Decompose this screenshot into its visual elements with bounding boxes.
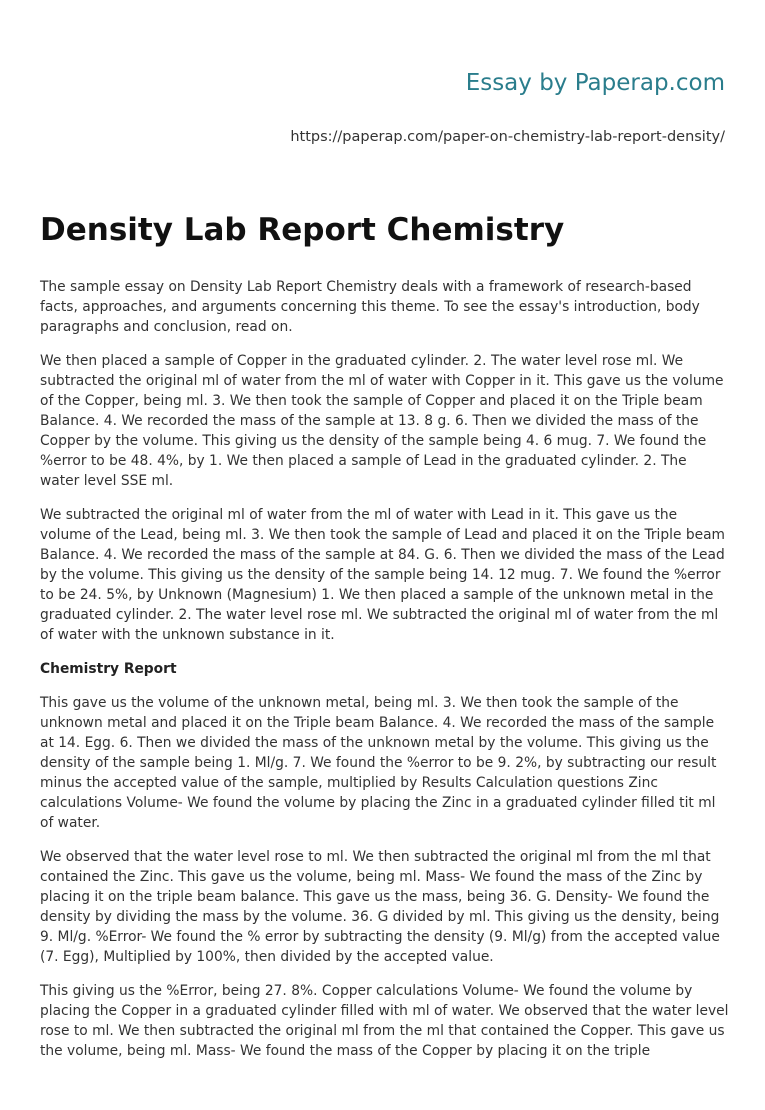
- body-paragraph: We observed that the water level rose to ml. We then subtracted the original ml from the ml that contained the Zinc. This gave us the volume, being ml. Mass- We found the mass of the Zinc by placing it on the triple beam balance. This gave us the mass, being 36. G. Density- We found the density by dividing the mass by the volume. 36. G divided by ml. This giving us the density, being 9. Ml/g. %Error- We found the % error by subtracting the density (9. Ml/g) from the accepted value (7. Egg), Multiplied by 100%, then divided by the accepted value.: [40, 849, 720, 965]
- body-paragraph: We subtracted the original ml of water from the ml of water with Lead in it. This gave us the volume of the Lead, being ml. 3. We then took the sample of Lead and placed it on the Triple beam Balance. 4. We recorded the mass of the sample at 84. G. 6. Then we divided the mass of the Lead by the volume. This giving us the density of the sample being 14. 12 mug. 7. We found the %error to be 24. 5%, by Unknown (Magnesium) 1. We then placed a sample of the unknown metal in the graduated cylinder. 2. The water level rose ml. We subtracted the original ml of water from the ml of water with the unknown substance in it.: [40, 507, 725, 643]
- source-url[interactable]: https://paperap.com/paper-on-chemistry-lab-report-density/: [290, 129, 725, 145]
- article-body: [40, 277, 730, 1075]
- section-heading: Chemistry Report: [40, 661, 177, 677]
- body-paragraph: This giving us the %Error, being 27. 8%. Copper calculations Volume- We found the volume by placing the Copper in a graduated cylinder filled with ml of water. We observed that the water level rose to ml. We then subtracted the original ml from the ml that contained the Copper. This gave us the volume, being ml. Mass- We found the mass of the Copper by placing it on the triple: [40, 983, 729, 1059]
- intro-paragraph: The sample essay on Density Lab Report Chemistry deals with a framework of research-based facts, approaches, and arguments concerning this theme. To see the essay's introduction, body paragraphs and conclusion, read on.: [40, 279, 700, 335]
- page-title: Density Lab Report Chemistry: [40, 212, 565, 248]
- site-brand-link[interactable]: Essay by Paperap.com: [465, 70, 725, 96]
- body-paragraph: This gave us the volume of the unknown metal, being ml. 3. We then took the sample of the unknown metal and placed it on the Triple beam Balance. 4. We recorded the mass of the sample at 14. Egg. 6. Then we divided the mass of the unknown metal by the volume. This giving us the density of the sample being 1. Ml/g. 7. We found the %error to be 9. 2%, by subtracting our result minus the accepted value of the sample, multiplied by Results Calculation questions Zinc calculations Volume- We found the volume by placing the Zinc in a graduated cylinder filled tit ml of water.: [40, 695, 717, 831]
- body-paragraph: We then placed a sample of Copper in the graduated cylinder. 2. The water level rose ml. We subtracted the original ml of water from the ml of water with Copper in it. This gave us the volume of the Copper, being ml. 3. We then took the sample of Copper and placed it on the Triple beam Balance. 4. We recorded the mass of the sample at 13. 8 g. 6. Then we divided the mass of the Copper by the volume. This giving us the density of the sample being 4. 6 mug. 7. We found the %error to be 48. 4%, by 1. We then placed a sample of Lead in the graduated cylinder. 2. The water level SSE ml.: [40, 353, 724, 489]
